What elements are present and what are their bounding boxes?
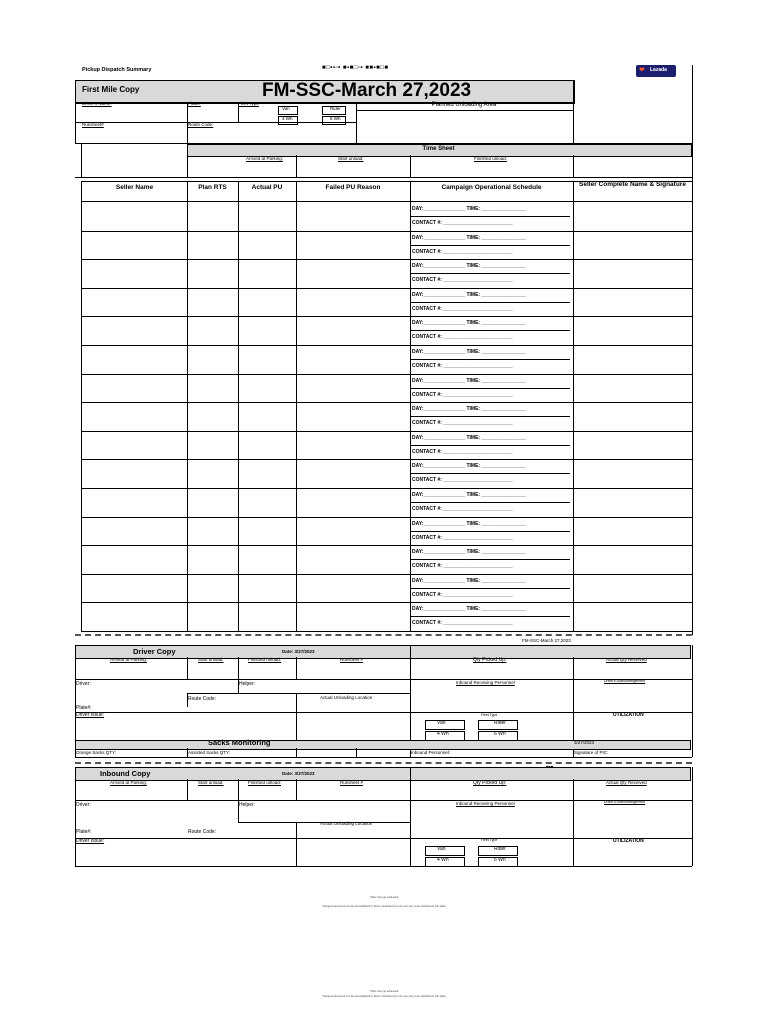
ic-driver-label: Driver:: [76, 802, 91, 808]
cut-line-1: [75, 634, 692, 636]
day-time-label: DAY:_______________ TIME: ________________: [412, 291, 526, 298]
contact-label: CONTACT #: _________________________: [412, 334, 513, 341]
table-row: [81, 517, 692, 546]
assisted-sacks-qty: Assisted Sacks QTY:: [188, 750, 231, 755]
dc-finished-unload: Finished unload:: [248, 657, 282, 662]
col-seller-signature: Seller Complete Name & Signature: [579, 181, 686, 188]
dc-driver-issue: Driver Issue:: [76, 712, 105, 718]
ic-start-unload: Start unload:: [198, 780, 224, 785]
inbound-copy-date: Date: 3/27/2023: [282, 771, 315, 776]
table-row: [81, 545, 692, 574]
contact-label: CONTACT #: _________________________: [412, 277, 513, 284]
rule: [75, 177, 692, 178]
inbound-personnel-sacks: Inbound Personnel:: [411, 750, 451, 755]
rule: [296, 657, 297, 679]
ic-arrived-parking: Arrived at Parking:: [110, 780, 148, 785]
table-row: [81, 202, 692, 231]
planned-unloading-area-label: Planned Unloading Area: [431, 102, 497, 108]
dc-plate: Plate#:: [76, 705, 92, 711]
finished-unload-label: Finished unload:: [474, 156, 508, 161]
rule: [356, 102, 357, 143]
dc-four-wh-label: 4 Wh: [437, 731, 449, 737]
pickup-dispatch-summary-label: Pickup Dispatch Summary: [82, 67, 152, 73]
table-row: [81, 402, 692, 431]
contact-label: CONTACT #: _________________________: [412, 506, 513, 512]
rule: [187, 748, 188, 757]
barcode-text: ■□•▪▫• ■▪■□▫• ■■▪■□■: [322, 65, 389, 71]
footer-note-3: *Note: lines go exhausted: [369, 990, 399, 993]
rule: [410, 330, 570, 331]
table-row: [81, 488, 692, 517]
ic-qty-picked: Qty Picked Up:: [473, 780, 507, 786]
table-row: [81, 574, 692, 603]
table-row: [81, 288, 692, 317]
day-time-label: DAY:_______________ TIME: ________________: [412, 320, 526, 327]
driver-copy-date: Date: 3/27/2023: [282, 649, 315, 654]
rule: [410, 216, 570, 217]
rule: [75, 767, 76, 866]
inbound-copy-label: Inbound Copy: [100, 769, 151, 778]
contact-label: CONTACT #: _________________________: [412, 448, 513, 455]
dc-actual-qty: Actual Qty Received: [606, 657, 647, 662]
rule: [75, 645, 76, 757]
ic-rider-label: Rider: [494, 846, 506, 852]
dc-inbound-personnel: Inbound Receiving Personnel: [456, 680, 515, 685]
rule: [410, 445, 570, 446]
rule: [410, 473, 570, 474]
dc-runsheet: Runsheet #: [340, 657, 364, 662]
contact-label: CONTACT #: _________________________: [412, 391, 513, 398]
day-time-label: DAY:_______________ TIME: ________________: [412, 520, 526, 527]
header-divider: [573, 80, 574, 143]
four-wh-label: 4 Wh: [282, 116, 293, 121]
footer-note-2: *Assigned document is to be accomplished by Driver / Assistant per unit / use only, to be submitted to hub today: [322, 905, 446, 908]
rule: [75, 800, 692, 801]
rule: [238, 181, 239, 632]
contact-label: CONTACT #: _________________________: [412, 477, 513, 484]
rule: [296, 779, 297, 800]
rule: [296, 693, 297, 741]
rule: [410, 767, 411, 779]
ic-actual-qty: Actual Qty Received: [606, 780, 647, 785]
contact-label: CONTACT #: _________________________: [412, 620, 513, 627]
ic-finished-unload: Finished unload:: [248, 780, 282, 785]
rule: [410, 359, 570, 360]
table-row: [81, 374, 692, 403]
rule: [238, 102, 239, 123]
rule: [410, 645, 411, 657]
col-seller-name: Seller Name: [115, 184, 154, 191]
ic-van-label: Van: [437, 846, 446, 852]
runsheet-label: Runsheet#: [82, 122, 104, 127]
day-time-label: DAY:_______________ TIME: ________________: [412, 263, 526, 270]
day-time-label: DAY:_______________ TIME: ________________: [412, 492, 526, 498]
day-time-label: DAY:_______________ TIME: ________________: [412, 349, 526, 355]
rule: [296, 155, 297, 177]
arrived-parking-label: Arrived at Parking:: [246, 156, 284, 161]
day-time-label: DAY:_______________ TIME: ________________: [412, 463, 526, 470]
contact-label: CONTACT #: _________________________: [412, 248, 513, 255]
day-time-label: DAY:_______________ TIME: ________________: [412, 606, 526, 613]
rule: [410, 502, 570, 503]
day-time-label: DAY:_______________ TIME: ________________: [412, 234, 526, 241]
ic-fleet-type: Fleet Type: [481, 838, 498, 842]
ic-runsheet: Runsheet #: [340, 780, 364, 785]
plate-label: Plate#: [188, 101, 201, 106]
route-code-label: Route Code:: [188, 122, 214, 127]
rule: [75, 80, 76, 143]
orange-sacks-qty: Orange Sacks QTY:: [76, 750, 117, 755]
col-campaign-schedule: Campaign Operational Schedule: [441, 184, 542, 191]
footer-note-4: *Assigned document is to be accomplished by Driver / Assistant per unit / use only, to be submitted to hub today: [322, 995, 446, 998]
col-actual-pu: Actual PU: [251, 184, 283, 191]
rule: [692, 645, 693, 757]
col-plan-rts: Plan RTS: [198, 184, 227, 191]
rule: [75, 757, 692, 758]
van-label: Van: [282, 106, 290, 111]
table-row: [81, 259, 692, 288]
signature-of-pic: Signature of PIC:: [574, 750, 609, 755]
rule: [410, 416, 570, 417]
rule: [410, 302, 570, 303]
rule: [356, 110, 573, 111]
logo-text: Lazada: [650, 67, 667, 73]
driver-copy-label: Driver Copy: [133, 647, 176, 656]
rule: [187, 693, 410, 694]
ic-four-wh-label: 4 Wh: [437, 857, 449, 863]
lazada-logo: [636, 65, 676, 77]
rule: [573, 155, 574, 177]
day-time-label: DAY:_______________ TIME: ________________: [412, 549, 526, 556]
rule: [410, 779, 411, 866]
day-time-label: DAY:_______________ TIME: ________________: [412, 206, 526, 212]
table-row: [81, 316, 692, 345]
time-sheet-label: Time Sheet: [422, 146, 455, 152]
page-title: FM-SSC-March 27,2023: [262, 80, 472, 101]
footer-note-1: *Note: lines go exhausted: [369, 896, 399, 899]
ic-inbound-personnel: Inbound Receiving Personnel: [456, 801, 515, 806]
rule: [296, 181, 297, 632]
driver-copy-ref-title: FM-SSC-March 27,2023: [522, 638, 571, 643]
rule: [410, 273, 570, 274]
table-row: [81, 459, 692, 488]
rule: [75, 866, 692, 867]
rule: [187, 693, 188, 707]
ic-acknowledgement: Driver's Acknowledgement: [604, 800, 646, 804]
dc-qty-picked: Qty Picked Up:: [473, 657, 507, 663]
rule: [410, 388, 570, 389]
sacks-monitoring-label: Sacks Monitoring: [208, 738, 271, 747]
cut-line-2: [75, 762, 692, 764]
ic-utilization: UTILIZATION: [613, 838, 644, 844]
first-mile-copy-label: First Mile Copy: [82, 85, 140, 94]
dc-route-code: Route Code:: [188, 696, 217, 702]
rule: [296, 822, 297, 866]
sacks-date: 3/27/2023: [574, 740, 595, 745]
rule: [573, 181, 574, 632]
rule: [75, 712, 692, 713]
rule: [187, 657, 188, 679]
table-row: [81, 431, 692, 460]
heart-icon: ❤: [639, 67, 645, 74]
start-unload-label: Start unload:: [338, 156, 364, 161]
rule: [410, 559, 570, 560]
day-time-label: DAY:_______________ TIME: ________________: [412, 434, 526, 441]
rule: [410, 155, 411, 177]
six-wh-label: 6 Wh: [330, 116, 341, 121]
dc-van-label: Van: [437, 720, 446, 726]
rule: [296, 748, 297, 757]
dc-utilization: UTILIZATION: [613, 712, 644, 718]
inbound-copy-header-bar: [75, 767, 691, 781]
contact-label: CONTACT #: _________________________: [412, 591, 513, 598]
fleet-type-label: Fleet Type: [238, 101, 259, 106]
rule: [238, 657, 239, 679]
rule: [81, 181, 82, 632]
dc-start-unload: Start unload:: [198, 657, 224, 662]
rule: [410, 616, 570, 617]
rule: [187, 779, 188, 800]
dc-six-wh-label: 6 Wh: [494, 731, 506, 737]
rule: [356, 748, 357, 757]
table-row: [81, 345, 692, 374]
contact-label: CONTACT #: _________________________: [412, 305, 513, 312]
day-time-label: DAY:_______________ TIME: ________________: [412, 577, 526, 584]
rule: [692, 767, 693, 866]
rule: [238, 679, 239, 693]
ic-route-code: Route Code:: [188, 829, 217, 835]
contact-label: CONTACT #: _________________________: [412, 420, 513, 427]
contact-label: CONTACT #: _________________________: [412, 563, 513, 570]
rule: [75, 838, 692, 839]
dc-actual-location: Actual Unloading Location: [320, 695, 373, 700]
rule: [187, 155, 188, 177]
dc-arrived-parking: Arrived at Parking:: [110, 657, 148, 662]
rule: [187, 181, 188, 632]
ic-driver-issue: Driver Issue:: [76, 838, 105, 844]
day-time-label: DAY:_______________ TIME: ________________: [412, 377, 526, 384]
rule: [75, 122, 356, 123]
rule: [410, 181, 411, 632]
driver-name-label: Driver's Name:: [82, 101, 112, 106]
dc-acknowledgement: Driver's Acknowledgement: [604, 679, 646, 683]
rule: [81, 631, 692, 632]
rule: [238, 779, 239, 800]
rule: [75, 679, 692, 680]
col-failed-pu-reason: Failed PU Reason: [325, 184, 381, 191]
ic-plate: Plate#:: [76, 829, 92, 835]
ic-six-wh-label: 6 Wh: [494, 857, 506, 863]
dc-rider-label: Rider: [494, 720, 506, 726]
contact-label: CONTACT #: _________________________: [412, 220, 513, 226]
ic-helper-label: Helper:: [239, 802, 256, 808]
sacks-monitoring-bar: [75, 740, 691, 750]
dc-fleet-type: Fleet Type: [481, 713, 498, 717]
rule: [410, 588, 570, 589]
rule: [238, 800, 239, 822]
rule: [81, 143, 82, 177]
dc-driver-label: Driver:: [76, 681, 91, 687]
rider-label: Rider: [330, 106, 341, 111]
contact-label: CONTACT #: _________________________: [412, 363, 513, 369]
day-time-label: DAY:_______________ TIME: ________________: [412, 406, 526, 413]
frame-right-border: [692, 65, 693, 635]
contact-label: CONTACT #: _________________________: [412, 534, 513, 541]
rule: [410, 245, 570, 246]
table-row: [81, 231, 692, 260]
ic-actual-location: Actual Unloading Location: [320, 821, 373, 826]
table-row: [81, 602, 692, 631]
dc-helper-label: Helper:: [239, 681, 256, 687]
rule: [573, 779, 574, 866]
rule: [410, 531, 570, 532]
